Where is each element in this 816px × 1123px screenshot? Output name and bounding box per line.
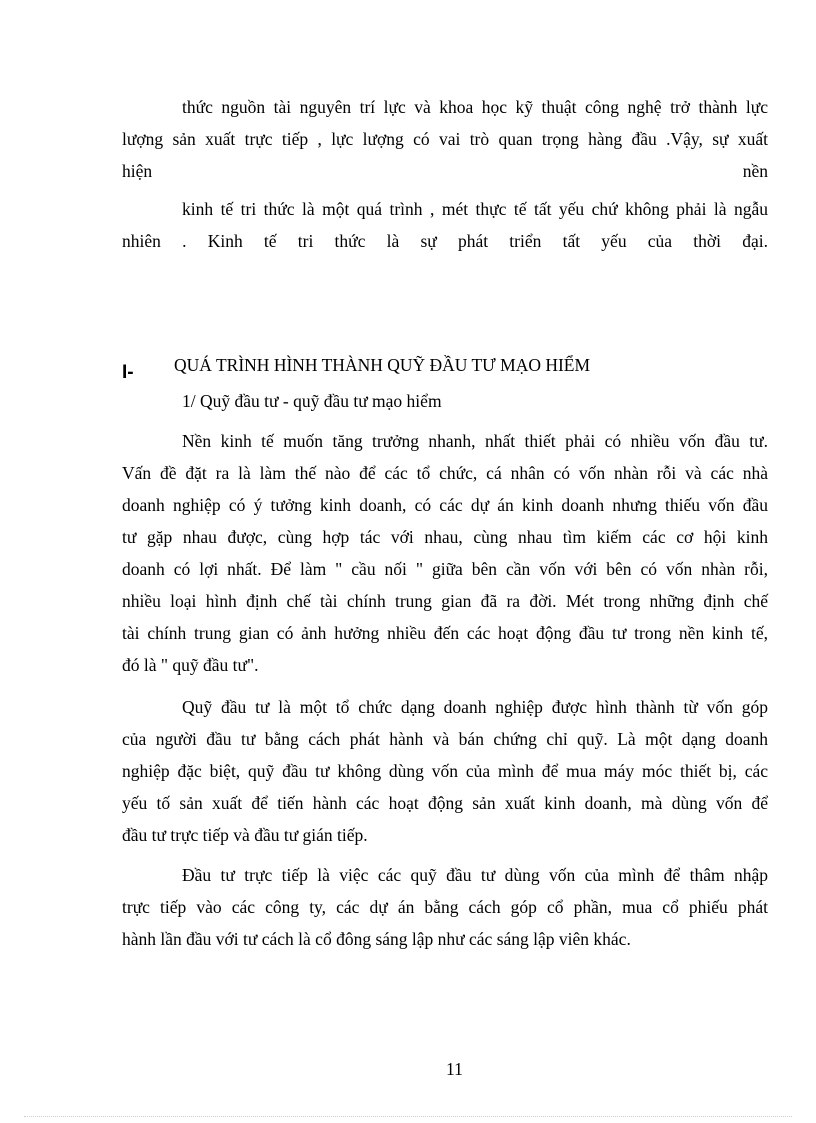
text-line: Vấn đề đặt ra là làm thế nào để các tổ chức, cá nhân có vốn nhàn rỗi và các nhà xyxy=(122,463,768,483)
text-line: yếu tố sản xuất để tiến hành các hoạt động sản xuất kinh doanh, mà dùng vốn để xyxy=(122,793,768,813)
text-line: lượng sản xuất trực tiếp , lực lượng có vai trò quan trọng hàng đầu .Vậy, sự xuất xyxy=(122,129,768,149)
text-line: Quỹ đầu tư là một tổ chức dạng doanh nghiệp được hình thành từ vốn góp xyxy=(182,697,768,717)
subsection-title: 1/ Quỹ đầu tư - quỹ đầu tư mạo hiểm xyxy=(182,391,442,411)
text-line: Đầu tư trực tiếp là việc các quỹ đầu tư dùng vốn của mình để thâm nhập xyxy=(182,865,768,885)
text-fragment: nền xyxy=(742,161,768,181)
text-line: kinh tế tri thức là một quá trình , mét thực tế tất yếu chứ không phải là ngẫu xyxy=(182,199,768,219)
text-fragment: hiện xyxy=(122,161,153,181)
text-line: đầu tư trực tiếp và đầu tư gián tiếp. xyxy=(122,825,368,845)
text-line: doanh nghiệp có ý tưởng kinh doanh, có các dự án kinh doanh nhưng thiếu vốn đầu xyxy=(122,495,768,515)
text-line: nghiệp đặc biệt, quỹ đầu tư không dùng vốn của mình để mua máy móc thiết bị, các xyxy=(122,761,768,781)
page-number: 11 xyxy=(446,1059,463,1079)
text-line: đó là " quỹ đầu tư". xyxy=(122,655,259,675)
section-title: QUÁ TRÌNH HÌNH THÀNH QUỸ ĐẦU TƯ MẠO HIỂM xyxy=(174,355,591,375)
text-line: của người đầu tư bằng cách phát hành và bán chứng chỉ quỹ. Là một dạng doanh xyxy=(122,729,768,749)
text-line xyxy=(122,160,768,182)
text-line: trực tiếp vào các công ty, các dự án bằng cách góp cổ phần, mua cổ phiếu phát xyxy=(122,897,768,917)
text-line: doanh có lợi nhất. Để làm " cầu nối " giữa bên cần vốn với bên có vốn nhàn rỗi, xyxy=(122,559,768,579)
text-line: hành lần đầu với tư cách là cổ đông sáng lập như các sáng lập viên khác. xyxy=(122,929,631,949)
text-line: tài chính trung gian có ảnh hưởng nhiều đến các hoạt động đầu tư trong nền kinh tế, xyxy=(122,623,768,643)
text-line: tư gặp nhau được, cùng hợp tác với nhau, cùng nhau tìm kiếm các cơ hội kinh xyxy=(122,527,768,547)
page-bottom-rule xyxy=(24,1116,792,1117)
section-number: I- xyxy=(122,362,134,383)
text-line: thức nguồn tài nguyên trí lực và khoa học kỹ thuật công nghệ trở thành lực xyxy=(182,97,768,117)
text-line: nhiên . Kinh tế tri thức là sự phát triển tất yếu của thời đại. xyxy=(122,231,768,251)
text-line: nhiều loại hình định chế tài chính trung gian đã ra đời. Mét trong những định chế xyxy=(122,591,768,611)
text-line: Nền kinh tế muốn tăng trưởng nhanh, nhất thiết phải có nhiều vốn đầu tư. xyxy=(182,431,768,451)
